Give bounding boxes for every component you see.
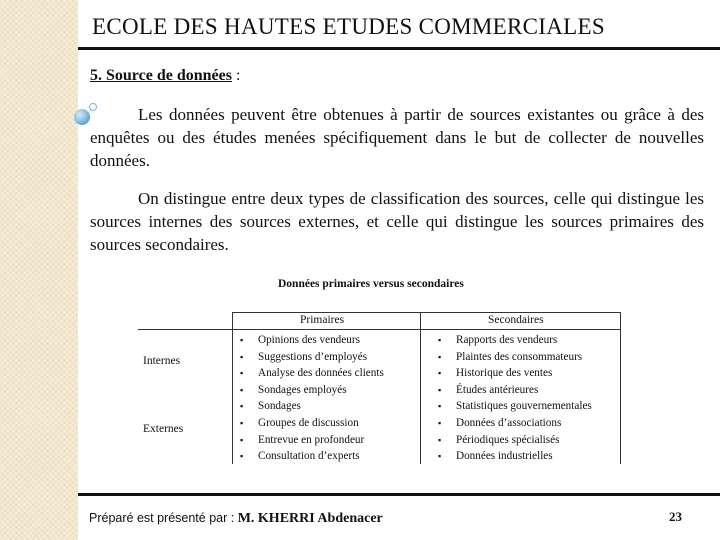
secondaires-item <box>438 332 557 348</box>
secondaires-item-text: Rapports des vendeurs <box>456 334 558 346</box>
primaires-item <box>240 415 359 431</box>
primaires-item-text: Suggestions d’employés <box>258 350 368 363</box>
paragraph-2: On distingue entre deux types de classification des sources, celle qui distingue les sources internes des sources externes, et celle qui distingue les sources primaires des sources secondaires. <box>90 189 704 254</box>
primaires-item <box>240 398 301 414</box>
bullet-square-icon: ▪ <box>240 451 244 462</box>
header-divider <box>78 47 720 50</box>
primaires-item-text: Sondages <box>258 400 301 413</box>
bullet-square-icon: ▪ <box>240 368 244 379</box>
bullet-square-icon: ▪ <box>240 401 244 412</box>
table-top-border <box>232 312 621 313</box>
primaires-item <box>240 382 347 398</box>
page-title: ECOLE DES HAUTES ETUDES COMMERCIALES <box>92 14 605 39</box>
primaires-item-text: Entrevue en profondeur <box>258 433 365 446</box>
paragraph-1: Les données peuvent être obtenues à partir de sources existantes ou grâce à des enquêtes ou des études menées spécifiquement dans le but de collecter de nouvelles données. <box>90 105 704 170</box>
primaires-item <box>240 349 367 365</box>
secondaires-item <box>438 448 553 464</box>
bullet-square-icon: ▪ <box>438 401 442 412</box>
primaires-item-text: Consultation d’experts <box>258 450 360 463</box>
secondaires-item-text: Historique des ventes <box>456 367 553 380</box>
primaires-item-text: Opinions des vendeurs <box>258 334 360 346</box>
bullet-square-icon: ▪ <box>438 351 442 362</box>
secondaires-item-text: Études antérieures <box>456 383 539 396</box>
secondaires-item <box>438 382 538 398</box>
primaires-item-text: Analyse des données clients <box>258 367 384 380</box>
table-left-border <box>232 312 233 464</box>
secondaires-item-text: Données industrielles <box>456 450 553 463</box>
primaires-item <box>240 432 364 448</box>
bullet-square-icon: ▪ <box>240 418 244 428</box>
bullet-square-icon: ▪ <box>438 384 442 395</box>
footer-author: M. KHERRI Abdenacer <box>237 511 383 526</box>
column-header-secondaires: Secondaires <box>488 314 544 326</box>
footer-prepared-label: Préparé est présenté par : <box>89 511 238 525</box>
bullet-square-icon: ▪ <box>240 434 244 445</box>
bullet-square-icon: ▪ <box>438 418 442 428</box>
secondaires-item <box>438 365 552 381</box>
primaires-item-text: Groupes de discussion <box>258 417 359 429</box>
footer-credit <box>89 511 383 527</box>
bullet-square-icon: ▪ <box>438 451 442 462</box>
bullet-square-icon: ▪ <box>438 434 442 445</box>
bullet-square-icon: ▪ <box>438 335 442 345</box>
secondaires-item-text: Statistiques gouvernementales <box>456 400 592 413</box>
section-heading-colon: : <box>231 67 241 84</box>
column-header-primaires: Primaires <box>300 314 345 326</box>
table-header-border <box>138 329 621 330</box>
footer-divider <box>78 493 720 496</box>
table-title: Données primaires versus secondaires <box>278 278 464 290</box>
bullet-square-icon: ▪ <box>240 335 244 345</box>
side-decoration-band <box>0 0 78 540</box>
section-heading-text: 5. Source de données <box>90 67 232 84</box>
bullet-circle-large-icon <box>74 109 90 125</box>
section-heading <box>90 67 240 85</box>
primaires-item <box>240 365 384 381</box>
table-right-border <box>620 312 621 464</box>
table-middle-border <box>420 312 421 464</box>
row-label-internes: Internes <box>143 355 181 367</box>
secondaires-item-text: Plaintes des consommateurs <box>456 350 583 363</box>
secondaires-item-text: Périodiques spécialisés <box>456 433 560 446</box>
bullet-square-icon: ▪ <box>240 384 244 395</box>
primaires-item-text: Sondages employés <box>258 383 347 396</box>
primaires-item <box>240 448 360 464</box>
secondaires-item <box>438 398 592 414</box>
primaires-item <box>240 332 360 348</box>
bullet-square-icon: ▪ <box>240 351 244 362</box>
row-label-externes: Externes <box>143 423 184 435</box>
secondaires-item <box>438 432 559 448</box>
bullet-square-icon: ▪ <box>438 368 442 379</box>
secondaires-item <box>438 349 582 365</box>
secondaires-item-text: Données d’associations <box>456 417 562 429</box>
page-number: 23 <box>669 509 682 524</box>
secondaires-item <box>438 415 561 431</box>
